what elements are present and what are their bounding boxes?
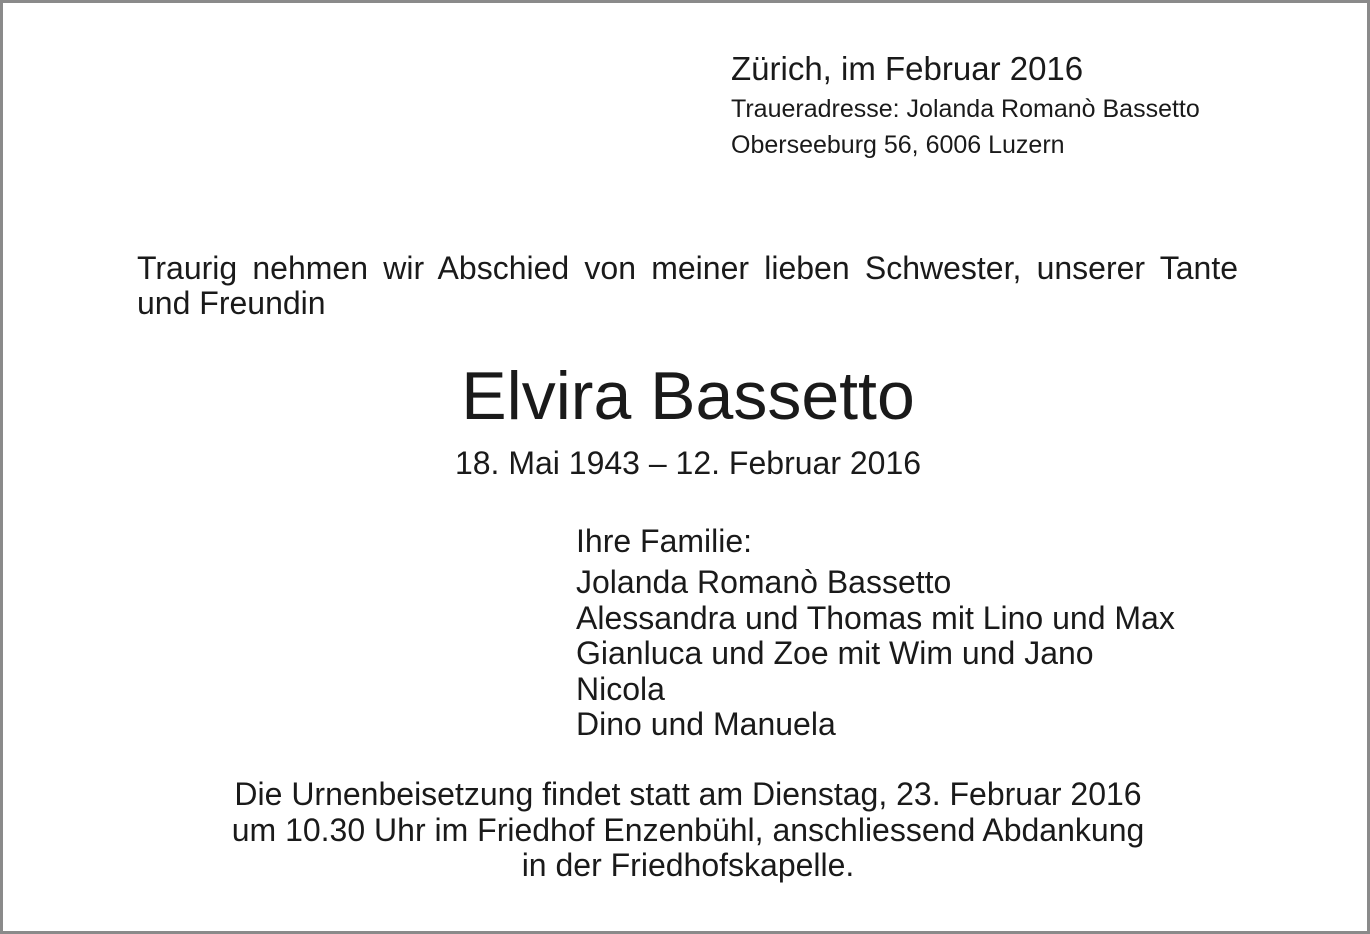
mourning-address-line-2: Oberseeburg 56, 6006 Luzern (731, 131, 1065, 159)
intro-text: Traurig nehmen wir Abschied von meiner lieben Schwester, unserer Tante und Freundin (137, 250, 1238, 321)
family-title: Ihre Familie: (576, 523, 753, 559)
burial-line-1: Die Urnenbeisetzung findet statt am Dienstag, 23. Februar 2016 (234, 776, 1142, 812)
family-member: Dino und Manuela (576, 706, 836, 742)
place-date: Zürich, im Februar 2016 (731, 50, 1084, 87)
burial-line-2: um 10.30 Uhr im Friedhof Enzenbühl, anschliessend Abdankung (231, 811, 1145, 848)
burial-info (3, 777, 1370, 884)
family-member: Jolanda Romanò Bassetto (576, 564, 952, 600)
family-member: Nicola (576, 670, 665, 707)
family-section (576, 521, 1175, 743)
family-member: Gianluca und Zoe mit Wim und Jano (576, 635, 1094, 671)
notice-header (731, 47, 1200, 163)
deceased-name: Elvira Bassetto (461, 358, 915, 434)
life-dates: 18. Mai 1943 – 12. Februar 2016 (454, 445, 922, 481)
mourning-address-line-1: Traueradresse: Jolanda Romanò Bassetto (731, 95, 1200, 123)
family-member: Alessandra und Thomas mit Lino und Max (576, 599, 1175, 636)
burial-line-3: in der Friedhofskapelle. (521, 847, 855, 883)
